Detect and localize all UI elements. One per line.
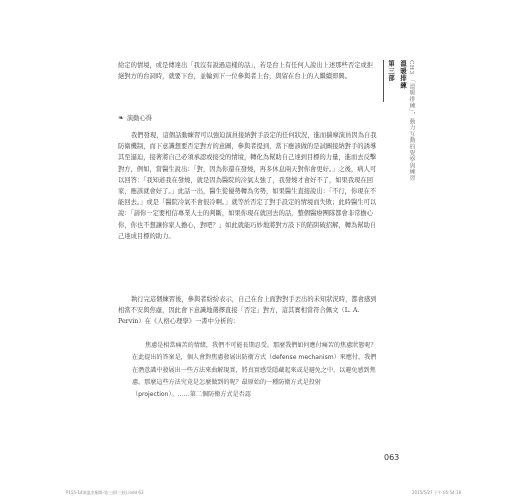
section-divider-line — [383, 60, 384, 102]
section-label: 第三部 — [387, 60, 394, 82]
quote-text: 焦慮是相當痛苦的情緒，我們不可能長期忍受。那麼我們如何應付痛苦的焦慮狀態呢？在此提出的答案是，個人會對焦慮發展出防衛方式（defense mechanism）來應付。我們在潛意識中發展出一些方法來曲解現實，將真實感受隱藏起來或是避免之中，以避免感到焦慮。那麼這些方法究竟是怎麼做到的呢？最原始的一種防衛方式是投射（projection）。……第二個防衛方式是否認 — [132, 342, 377, 399]
section-title: 溫暖排練 — [399, 60, 406, 90]
print-slug-file: P155-14演溫室劇場-第三部(三校).indd 63 — [66, 490, 144, 495]
page-number: 063 — [384, 453, 400, 462]
intro-paragraph — [118, 60, 378, 82]
paragraph-2-text: 執行完這個練習後，參與者紛紛表示，自己在台上面對對手丟出的未知狀況時，都會感到相當不安與焦慮，因此會下意識地選擇直接「否定」對方，這其實相當符合佩文（L. A. Pervin）在《人格心理學》一書中分析的： — [118, 296, 377, 326]
paragraph-1-text: 我們發現，這個話動練習可以強迫演員接納對手設定的任何狀況，進而揣摩演員因為自我防衛機制，而下意識想要否定對方的意圖，參與者提到，當下應該做的是試圖接納對手的誘導其至逼迫，接著將自己必須承認或接受的情境，轉化為幫助自己達到目標的力量，進而去反擊對方，例如，當醫生說出：「對，因為你還在發燒，再多休息兩天對你會更好。」之後，病人可以回答：「我知道我在發燒，就是因為醫院的冷氣太強了，我發燒才會好不了，如果我現在回家，應該就會好了。」此話一出，醫生從優勢轉為劣勢，如果醫生直接說出：「不行，你現在不能回去。」或是「醫院冷氣不會很冷啊。」就等於否定了對手設定的情境而失敗；此時醫生可以說：「請你一定要相信專業人士的判斷，如果你現在就回去的話，整個醫療團隊都會非常擔心你，你也不想讓你家人擔心，對吧？」如此就能巧妙地將對方設下的陷阱破招解，轉為幫助自己達成目標的助力。 — [118, 132, 377, 240]
section-heading — [118, 113, 378, 124]
body-paragraph-2 — [118, 294, 378, 328]
fleuron-icon: ❧ — [118, 114, 124, 122]
body-paragraph-1 — [118, 130, 378, 242]
heading-text: 演動心得 — [126, 115, 153, 122]
intro-text: 給定的情境，或是傳達出「我沒有說過這樣的話」，若是台上有任何人說出上述那些否定或拒絕對方的台詞時，就要下台，並輪到下一位參與者上台，與留在台上的人繼續即興。 — [118, 62, 374, 81]
block-quote — [132, 340, 378, 401]
section-subtitle: CH3 「溫暖排練」，動力互動的覺察與練習 — [408, 60, 414, 182]
print-slug-timestamp: 2015/5/27 下午 05:54:18 — [412, 490, 462, 495]
